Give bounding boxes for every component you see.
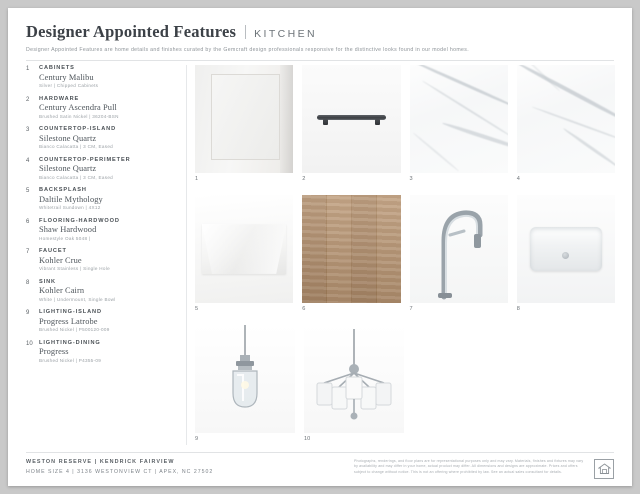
swatch-cell-cabinet[interactable] (195, 65, 293, 182)
spec-product-desc: Vibrant Stainless | Single Hole (39, 266, 110, 271)
spec-category: CABINETS (39, 65, 75, 71)
swatch-cell-chandelier[interactable] (304, 325, 404, 442)
spec-item-hardware (26, 96, 178, 119)
swatch-cell-countertop-perimeter[interactable] (517, 65, 615, 182)
spec-product-name: Silestone Quartz (39, 133, 97, 143)
swatch-number: 8 (516, 306, 520, 312)
cabinet-image (195, 65, 293, 173)
spec-number: 5 (26, 188, 30, 194)
spec-number: 2 (26, 96, 30, 103)
spec-category: FAUCET (39, 248, 67, 254)
swatch-cell-countertop-island[interactable] (410, 65, 508, 182)
spec-product-name: Progress (39, 347, 69, 356)
spec-item-backsplash (26, 187, 178, 210)
page-footer (26, 459, 614, 479)
pendant-light-image (195, 325, 295, 433)
swatch-cell-hardware[interactable] (302, 65, 400, 182)
spec-item-sink (26, 279, 178, 302)
swatch-cell-sink[interactable] (517, 195, 615, 312)
spec-product-name: Daltile Mythology (39, 194, 103, 204)
spec-category: LIGHTING-ISLAND (39, 309, 102, 315)
spec-number: 8 (26, 279, 30, 286)
header-description: Designer Appointed Features are home details and finishes curated by the Gemcraft design professionals responsive for the distinctive looks found in our model homes. (26, 47, 469, 53)
spec-product-name: Progress Latrobe (39, 316, 98, 326)
page-title: Designer Appointed Features (26, 22, 237, 41)
spec-list (26, 65, 178, 370)
swatch-number: 9 (195, 436, 199, 442)
spec-product-desc: Silver | Chipped Cabinets (39, 83, 99, 88)
swatch-cell-faucet[interactable] (410, 195, 508, 312)
document-page (8, 8, 632, 486)
spec-product-name: Century Malibu (39, 72, 94, 82)
swatch-number: 4 (516, 176, 520, 182)
swatch-number: 3 (409, 176, 413, 182)
spec-product-name: Kohler Crue (39, 255, 82, 265)
swatch-row (195, 65, 615, 182)
swatch-row (195, 195, 615, 312)
title-divider (245, 25, 246, 39)
swatch-cell-backsplash[interactable] (195, 195, 293, 312)
spec-product-desc: Brushed Satin Nickel | 36204-BSN (39, 113, 119, 119)
swatch-number: 6 (302, 306, 306, 312)
sink-image (517, 195, 615, 303)
title-row (26, 22, 614, 42)
spec-item-flooring-hardwood (26, 218, 178, 241)
spec-product-desc: White | Undermount, Single Bowl (39, 296, 116, 302)
spec-item-cabinets (26, 65, 178, 88)
swatch-row (195, 325, 615, 442)
spec-category: COUNTERTOP-ISLAND (39, 126, 117, 132)
spec-product-desc: Bianco Calacatta | 3 CM, Eased (39, 144, 114, 149)
header-divider (26, 60, 614, 61)
spec-product-name: Century Ascendra Pull (39, 103, 117, 112)
equal-housing-icon (594, 459, 614, 479)
spec-category: FLOORING-HARDWOOD (39, 217, 120, 224)
spec-item-lighting-dining (26, 340, 178, 363)
page-subtitle-room: KITCHEN (254, 28, 318, 40)
countertop-island-image (410, 65, 508, 173)
faucet-image (410, 195, 508, 303)
spec-number: 10 (26, 340, 33, 347)
swatch-number: 1 (195, 176, 199, 182)
model-address: HOME SIZE 4 | 3136 WESTONVIEW CT | APEX, NC 27502 (26, 469, 214, 475)
spec-number: 7 (26, 249, 30, 255)
spec-product-name: Silestone Quartz (39, 164, 97, 173)
spec-item-faucet (26, 248, 178, 271)
community-name: WESTON RESERVE | KENDRICK FAIRVIEW (26, 459, 175, 465)
spec-number: 3 (26, 127, 30, 133)
page-header (8, 8, 632, 63)
backsplash-image (195, 195, 293, 303)
footer-divider (26, 452, 614, 453)
spec-number: 9 (26, 310, 30, 316)
hardware-pull-image (302, 65, 400, 173)
spec-category: COUNTERTOP-PERIMETER (39, 156, 131, 163)
legal-disclaimer: Photographs, renderings, and floor plans are for representational purposes only and may vary. Materials, finishes and fixtures may vary by availability and may differ in your home, actual product may differ. All dimensions and designs are approximate. Prices and offers subject to change without notice. This is not an offering where prohibited by law. See an actual sales consultant for details. (354, 459, 584, 474)
swatch-number: 10 (304, 436, 311, 442)
swatch-grid (195, 65, 615, 455)
spec-category: SINK (39, 278, 56, 285)
spec-product-desc: Bianco Calacatta | 3 CM, Eased (39, 174, 114, 180)
hardwood-image (302, 195, 400, 303)
vertical-divider (186, 65, 187, 445)
spec-number: 1 (26, 66, 30, 72)
spec-product-desc: Homestyle Oak 5048 | (39, 235, 91, 241)
spec-item-countertop-island (26, 126, 178, 149)
swatch-number: 7 (409, 306, 413, 312)
spec-number: 4 (26, 157, 30, 164)
spec-product-desc: Whitetrail Sundown | 4X12 (39, 205, 101, 210)
swatch-number: 5 (195, 306, 199, 312)
spec-item-countertop-perimeter (26, 157, 178, 180)
swatch-cell-pendant[interactable] (195, 325, 295, 442)
spec-product-desc: Brushed Nickel | P500120-009 (39, 327, 110, 332)
chandelier-image (304, 325, 404, 433)
countertop-perimeter-image (517, 65, 615, 173)
swatch-cell-flooring[interactable] (302, 195, 400, 312)
spec-item-lighting-island (26, 309, 178, 332)
spec-number: 6 (26, 218, 30, 225)
spec-category: HARDWARE (39, 95, 80, 102)
spec-category: LIGHTING-DINING (39, 339, 101, 346)
spec-category: BACKSPLASH (39, 187, 87, 193)
spec-product-name: Kohler Cairn (39, 286, 85, 295)
spec-product-name: Shaw Hardwood (39, 225, 97, 234)
spec-product-desc: Brushed Nickel | P4355-09 (39, 357, 102, 363)
swatch-number: 2 (302, 176, 306, 182)
